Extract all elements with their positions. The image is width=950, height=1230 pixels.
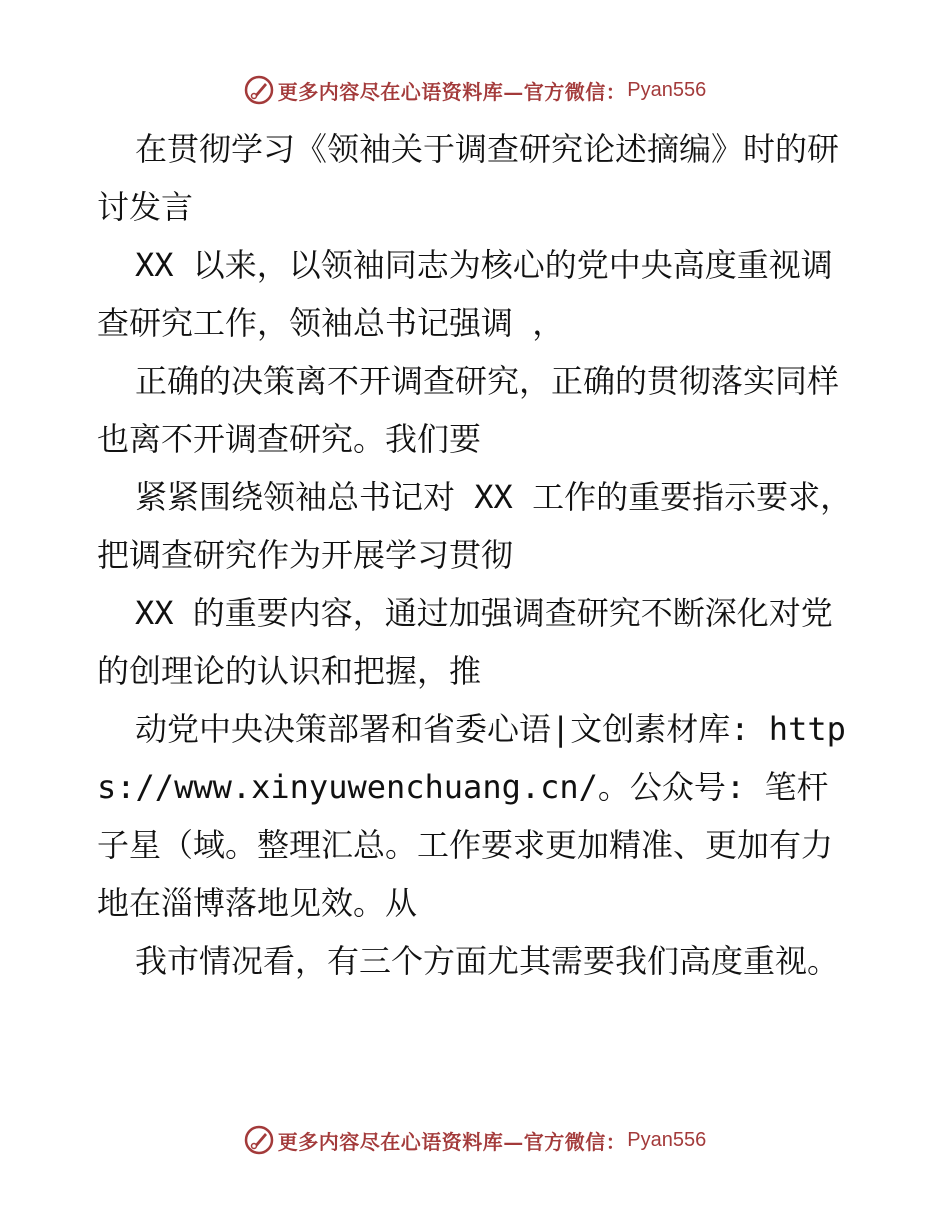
paragraph: XX 的重要内容，通过加强调查研究不断深化对党的创理论的认识和把握，推 bbox=[97, 594, 833, 690]
document-body bbox=[97, 120, 857, 990]
quill-logo-icon bbox=[244, 75, 274, 105]
watermark-header bbox=[0, 70, 950, 110]
paragraph: 动党中央决策部署和省委心语|文创素材库: https://www.xinyuwenchuang.cn/。公众号: 笔杆子星（域。整理汇总。工作要求更加精准、更加有力地在淄博落地见效。从 bbox=[97, 710, 846, 922]
paragraph: XX 以来，以领袖同志为核心的党中央高度重视调查研究工作，领袖总书记强调 ， bbox=[97, 246, 833, 342]
watermark-text: 更多内容尽在心语资料库—官方微信： bbox=[277, 1129, 627, 1154]
paragraph: 正确的决策离不开调查研究，正确的贯彻落实同样也离不开调查研究。我们要 bbox=[97, 362, 840, 458]
watermark-footer bbox=[0, 1120, 950, 1160]
watermark-text: 更多内容尽在心语资料库—官方微信： bbox=[277, 79, 627, 104]
watermark-id: Pyan556 bbox=[627, 78, 707, 101]
paragraph: 我市情况看，有三个方面尤其需要我们高度重视。 bbox=[135, 942, 840, 980]
watermark-id: Pyan556 bbox=[627, 1128, 707, 1151]
quill-logo-icon bbox=[244, 1125, 274, 1155]
paragraph-title: 在贯彻学习《领袖关于调查研究论述摘编》时的研讨发言 bbox=[97, 130, 840, 226]
paragraph: 紧紧围绕领袖总书记对 XX 工作的重要指示要求，把调查研究作为开展学习贯彻 bbox=[97, 478, 853, 574]
